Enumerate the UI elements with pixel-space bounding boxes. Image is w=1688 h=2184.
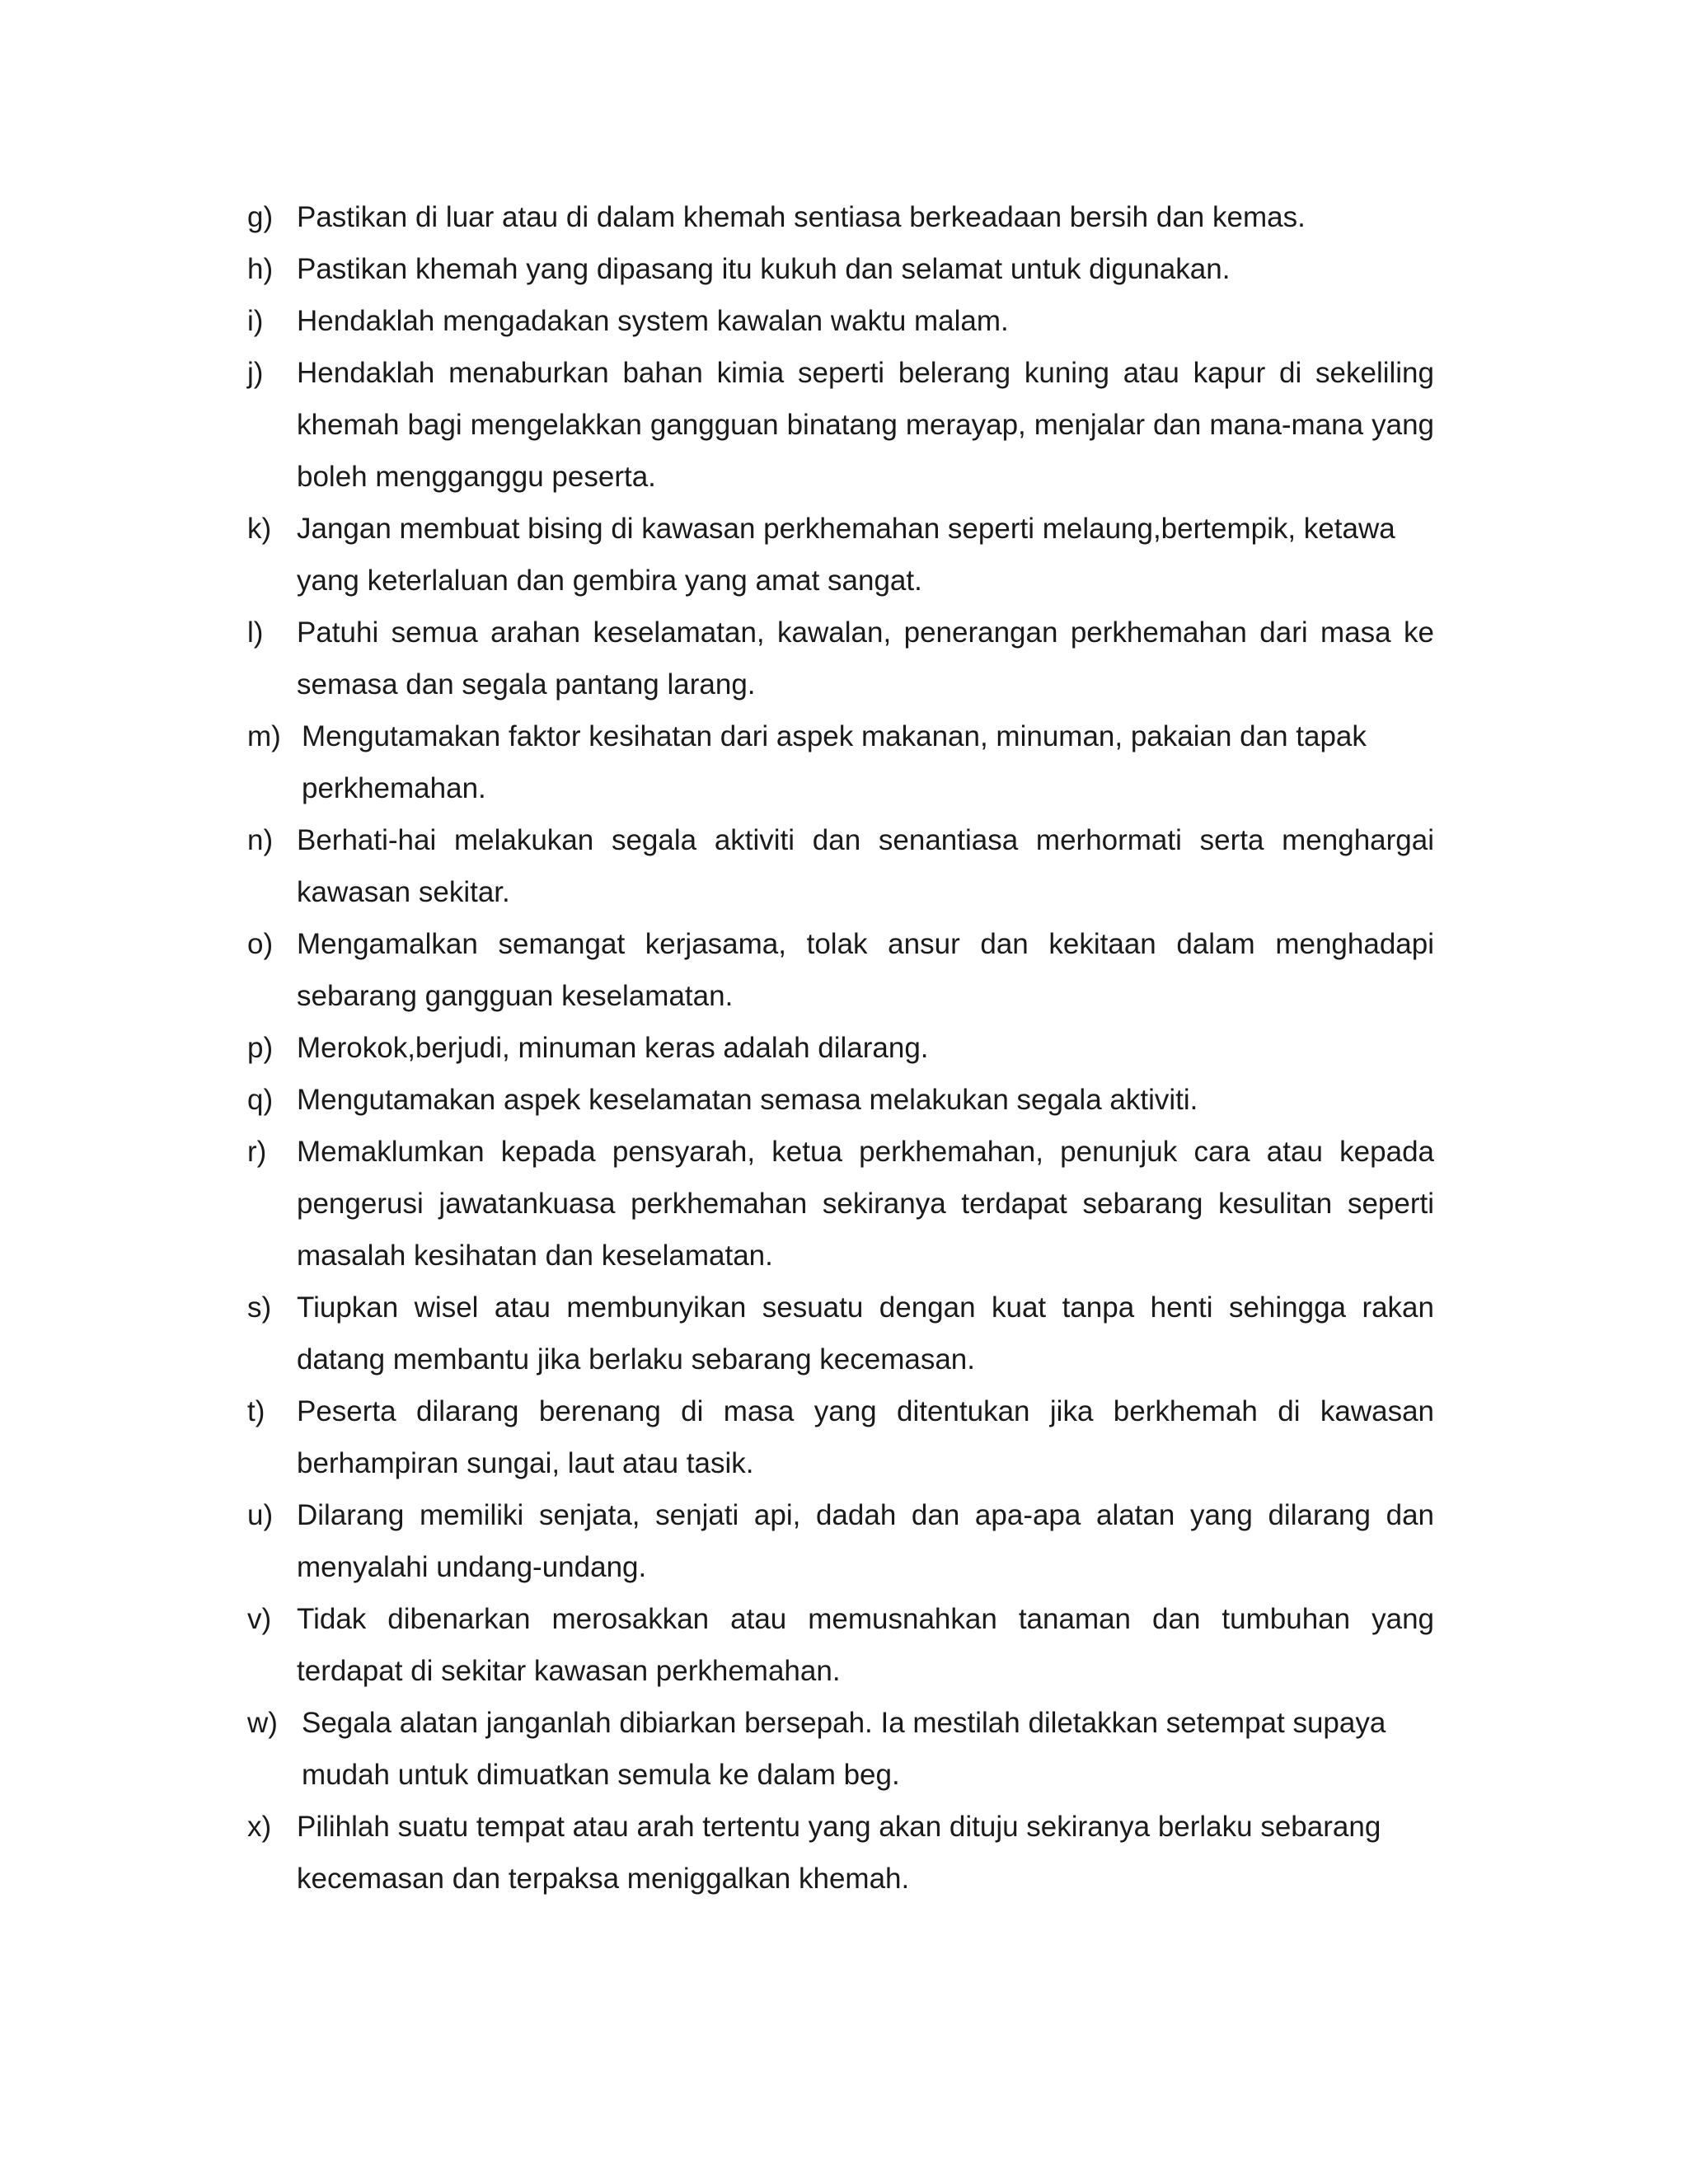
list-item <box>247 503 1434 607</box>
list-item-text: Pilihlah suatu tempat atau arah tertentu yang akan dituju sekiranya berlaku sebarang kecemasan dan terpaksa meniggalkan khemah. <box>297 1811 1381 1895</box>
list-item-text: Tidak dibenarkan merosakkan atau memusnahkan tanaman dan tumbuhan yang terdapat di sekitar kawasan perkhemahan. <box>297 1603 1434 1687</box>
list-item-text: Tiupkan wisel atau membunyikan sesuatu dengan kuat tanpa henti sehingga rakan datang membantu jika berlaku sebarang kecemasan. <box>297 1291 1434 1376</box>
list-marker: j) <box>247 357 264 389</box>
list-item-text: Mengutamakan aspek keselamatan semasa melakukan segala aktiviti. <box>297 1084 1198 1116</box>
list-marker: g) <box>247 201 274 233</box>
list-marker: s) <box>247 1291 272 1324</box>
list-item <box>247 1697 1434 1801</box>
list-item-text: Mengamalkan semangat kerjasama, tolak ansur dan kekitaan dalam menghadapi sebarang gangguan keselamatan. <box>297 928 1434 1012</box>
list-item-text: Peserta dilarang berenang di masa yang ditentukan jika berkhemah di kawasan berhampiran sungai, laut atau tasik. <box>297 1395 1434 1479</box>
list-item <box>247 191 1434 243</box>
list-item <box>247 1801 1434 1905</box>
list-item <box>247 918 1434 1022</box>
list-item <box>247 1489 1434 1593</box>
list-marker: p) <box>247 1032 274 1064</box>
list-item-text: Dilarang memiliki senjata, senjati api, dadah dan apa-apa alatan yang dilarang dan menyalahi undang-undang. <box>297 1499 1434 1583</box>
list-item <box>247 710 1434 814</box>
list-item <box>247 1074 1434 1126</box>
list-item-text: Merokok,berjudi, minuman keras adalah dilarang. <box>297 1032 929 1064</box>
list-item-text: Pastikan khemah yang dipasang itu kukuh dan selamat untuk digunakan. <box>297 253 1231 285</box>
list-item <box>247 1022 1434 1074</box>
list-item-text: Hendaklah menaburkan bahan kimia seperti belerang kuning atau kapur di sekeliling khemah bagi mengelakkan gangguan binatang merayap, menjalar dan mana-mana yang boleh mengganggu peserta. <box>297 357 1434 493</box>
list-item <box>247 1593 1434 1697</box>
list-marker: q) <box>247 1084 274 1116</box>
list-marker: v) <box>247 1603 272 1635</box>
safety-rules-list <box>247 191 1434 1905</box>
list-marker: k) <box>247 513 272 545</box>
list-marker: m) <box>247 720 281 752</box>
list-item <box>247 347 1434 503</box>
list-marker: x) <box>247 1811 272 1843</box>
list-item-text: Memaklumkan kepada pensyarah, ketua perkhemahan, penunjuk cara atau kepada pengerusi jawatankuasa perkhemahan sekiranya terdapat sebarang kesulitan seperti masalah kesihatan dan keselamatan. <box>297 1136 1434 1272</box>
list-item-text: Berhati-hai melakukan segala aktiviti dan senantiasa merhormati serta menghargai kawasan sekitar. <box>297 824 1434 908</box>
list-item-text: Pastikan di luar atau di dalam khemah sentiasa berkeadaan bersih dan kemas. <box>297 201 1306 233</box>
list-item-text: Patuhi semua arahan keselamatan, kawalan, penerangan perkhemahan dari masa ke semasa dan segala pantang larang. <box>297 616 1434 701</box>
list-marker: r) <box>247 1136 267 1168</box>
list-item-text: Jangan membuat bising di kawasan perkhemahan seperti melaung,bertempik, ketawa yang keterlaluan dan gembira yang amat sangat. <box>297 513 1395 597</box>
list-item <box>247 607 1434 710</box>
list-marker: w) <box>247 1707 278 1739</box>
list-item <box>247 295 1434 347</box>
list-marker: t) <box>247 1395 265 1427</box>
list-item <box>247 1126 1434 1282</box>
list-marker: i) <box>247 305 264 337</box>
list-item-text: Mengutamakan faktor kesihatan dari aspek makanan, minuman, pakaian dan tapak perkhemahan. <box>302 720 1367 804</box>
list-item <box>247 1282 1434 1385</box>
list-marker: h) <box>247 253 274 285</box>
list-marker: l) <box>247 616 264 649</box>
list-item <box>247 243 1434 295</box>
list-item <box>247 814 1434 918</box>
list-marker: n) <box>247 824 274 856</box>
list-item-text: Segala alatan janganlah dibiarkan bersepah. Ia mestilah diletakkan setempat supaya mudah untuk dimuatkan semula ke dalam beg. <box>302 1707 1386 1791</box>
list-item <box>247 1385 1434 1489</box>
list-marker: u) <box>247 1499 274 1531</box>
list-item-text: Hendaklah mengadakan system kawalan waktu malam. <box>297 305 1009 337</box>
list-marker: o) <box>247 928 274 960</box>
